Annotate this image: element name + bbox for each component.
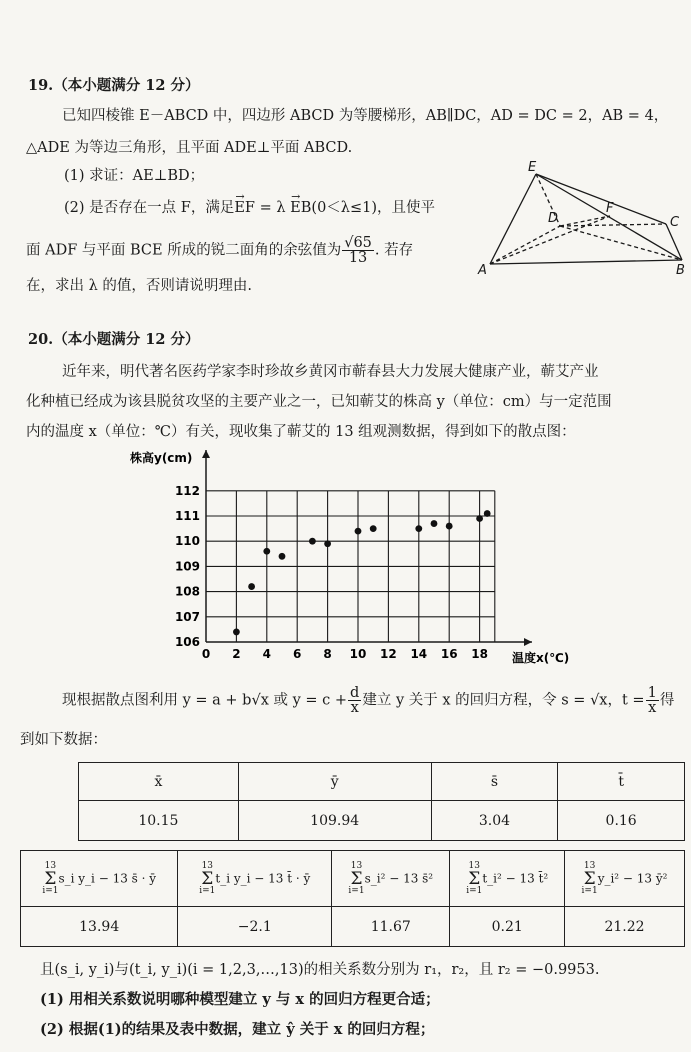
table1-value-xbar: 10.15 (79, 801, 239, 841)
sigma-symbol (199, 862, 215, 896)
y-tick-label: 107 (174, 609, 200, 624)
y-tick-label: 111 (174, 509, 200, 523)
q20-part2: (2) 根据(1)的结果及表中数据，建立 ŷ 关于 x 的回归方程； (40, 1021, 435, 1038)
fraction-numerator: 1 (647, 685, 657, 701)
vector-ef: → EF (234, 198, 255, 218)
q19-line2: △ADE 为等边三角形，且平面 ADE⊥平面 ABCD. (26, 140, 353, 156)
sigma-glyph: Σ (201, 868, 214, 889)
label-a: A (478, 263, 487, 278)
table1-header-xbar: x̄ (79, 763, 239, 801)
y-tick-label: 109 (174, 559, 200, 574)
table2-header-2 (178, 851, 332, 907)
edge-ab (490, 260, 682, 264)
sigma-glyph: Σ (468, 868, 481, 889)
q20-correlation-line: 且(s_i, y_i)与(t_i, y_i)(i = 1,2,3,…,13)的相关系数分别为 r₁，r₂，且 r₂ = −0.9953. (40, 962, 600, 978)
sigma-upper: 13 (44, 860, 57, 871)
y-axis-arrow (202, 450, 210, 458)
table2-value-4: 0.21 (450, 907, 565, 947)
scatter-point (309, 538, 316, 545)
scatter-point (355, 528, 362, 535)
scatter-point (415, 525, 422, 532)
x-tick-label: 0 (201, 647, 211, 661)
q19-part2-mid: = λ (254, 200, 291, 216)
scatter-point (324, 540, 331, 547)
x-tick-label: 14 (410, 647, 428, 661)
scatter-point (484, 510, 491, 517)
scatter-point (279, 553, 286, 560)
model-fraction-d-x (348, 686, 361, 715)
fraction-denominator: x (648, 700, 657, 716)
label-e: E (528, 160, 537, 175)
y-axis-label: 株高y(cm) (130, 451, 193, 465)
q20-part1: (1) 用相关系数说明哪种模型建立 y 与 x 的回归方程更合适； (40, 991, 440, 1008)
table2-value-5: 21.22 (565, 907, 685, 947)
q20-data-line: 到如下数据： (20, 732, 107, 748)
sum-expression: s_i² − 13 s̄² (364, 871, 434, 885)
x-tick-label: 10 (349, 647, 367, 661)
y-tick-label: 106 (174, 635, 200, 649)
sigma-symbol (466, 862, 482, 896)
scatter-point (370, 525, 377, 532)
sigma-lower: i=1 (42, 885, 59, 896)
q19-line5 (26, 236, 413, 265)
table1-header-sbar: s̄ (431, 763, 558, 801)
model-a: 现根据散点图利用 y = a + b√x 或 y = c + (62, 692, 348, 709)
q20-model-line (62, 686, 674, 715)
sigma-glyph: Σ (350, 868, 363, 889)
table2-header-4 (450, 851, 565, 907)
means-table (78, 762, 685, 841)
x-tick-label: 8 (323, 647, 332, 661)
q19-part1: (1) 求证：AE⊥BD； (64, 168, 205, 184)
sigma-glyph: Σ (583, 868, 596, 889)
fraction-numerator: d (350, 685, 360, 701)
pyramid-figure (470, 158, 691, 278)
label-c: C (670, 215, 680, 230)
edge-df (560, 216, 610, 226)
x-tick-label: 16 (440, 647, 458, 661)
edge-db (560, 226, 682, 260)
sigma-lower: i=1 (348, 885, 365, 896)
sigma-lower: i=1 (466, 885, 483, 896)
x-axis-label: 温度x(℃) (512, 651, 570, 665)
x-tick-label: 4 (262, 647, 271, 661)
q19-line1: 已知四棱锥 E－ABCD 中，四边形 ABCD 为等腰梯形，AB∥DC，AD = DC = 2，AB = 4， (62, 108, 669, 124)
q19-header: 19.（本小题满分 12 分） (28, 77, 200, 94)
scatter-point (263, 548, 270, 555)
sigma-upper: 13 (468, 860, 480, 871)
x-tick-label: 18 (471, 647, 488, 661)
q20-line3: 内的温度 x（单位：℃）有关，现收集了蕲艾的 13 组观测数据，得到如下的散点图： (26, 424, 576, 440)
scatter-point (431, 520, 438, 527)
model-c: 得 (659, 692, 675, 709)
table1-value-ybar: 109.94 (238, 801, 431, 841)
table1-value-tbar: 0.16 (558, 801, 685, 841)
table2-value-3: 11.67 (332, 907, 450, 947)
scatter-point (476, 515, 483, 522)
y-tick-label: 112 (174, 483, 200, 498)
sigma-symbol (348, 862, 364, 896)
scatter-point (248, 583, 255, 590)
sum-expression: t_i² − 13 t̄² (482, 871, 549, 885)
edge-dc (560, 224, 666, 226)
table2-header-3 (332, 851, 450, 907)
q19-part2-a: (2) 是否存在一点 F，满足 (64, 200, 235, 216)
scatter-point (233, 629, 240, 636)
sigma-upper: 13 (201, 860, 214, 871)
fraction-denominator: 13 (348, 250, 368, 266)
x-tick-label: 12 (380, 647, 397, 661)
sigma-upper: 13 (350, 860, 363, 871)
x-tick-label: 2 (232, 647, 241, 661)
fraction-numerator: √65 (344, 235, 372, 251)
sum-expression: t_i y_i − 13 t̄ · ȳ (215, 871, 311, 885)
sigma-symbol (42, 862, 58, 896)
x-tick-label: 6 (293, 647, 302, 661)
edge-ea (490, 174, 536, 264)
table1-header-tbar: t̄ (558, 763, 685, 801)
q20-header: 20.（本小题满分 12 分） (28, 331, 200, 348)
sigma-upper: 13 (583, 860, 596, 871)
model-fraction-1-x (646, 686, 659, 715)
q19-part2 (64, 198, 435, 218)
label-d: D (548, 211, 559, 226)
sum-expression: y_i² − 13 ȳ² (597, 871, 668, 885)
chart-grid (206, 491, 495, 642)
table2-header-5 (565, 851, 685, 907)
chart-ticks (175, 484, 488, 661)
q19-line6: 在，求出 λ 的值，否则请说明理由. (26, 278, 253, 294)
model-b: 建立 y 关于 x 的回归方程，令 s = √x，t = (362, 692, 645, 709)
sigma-lower: i=1 (199, 885, 216, 896)
q20-line2: 化种植已经成为该县脱贫攻坚的主要产业之一，已知蕲艾的株高 y（单位：cm）与一定范围 (26, 394, 612, 410)
y-tick-label: 110 (174, 534, 200, 549)
scatter-point (446, 523, 453, 530)
scatter-chart (120, 442, 600, 672)
q19-part2-b: (0＜λ≤1)，且使平 (311, 200, 436, 216)
table2-value-2: −2.1 (178, 907, 332, 947)
sum-expression: s_i y_i − 13 s̄ · ȳ (58, 871, 157, 885)
y-tick-label: 108 (174, 584, 200, 599)
label-f: F (606, 201, 614, 216)
table2-value-1: 13.94 (21, 907, 178, 947)
vector-eb: → EB (290, 198, 311, 218)
q20-line1: 近年来，明代著名医药学家李时珍故乡黄冈市蕲春县大力发展大健康产业，蕲艾产业 (62, 364, 599, 380)
table1-value-sbar: 3.04 (431, 801, 558, 841)
q19-line5-a: 面 ADF 与平面 BCE 所成的锐二面角的余弦值为 (26, 242, 342, 259)
table2-header-1 (21, 851, 178, 907)
table1-header-ybar: ȳ (238, 763, 431, 801)
sums-table (20, 850, 685, 947)
q19-line5-b: . 若存 (374, 242, 414, 259)
label-b: B (676, 263, 685, 278)
fraction-denominator: x (350, 700, 359, 716)
sigma-symbol (582, 862, 598, 896)
sigma-glyph: Σ (44, 868, 57, 889)
sigma-lower: i=1 (581, 885, 598, 896)
edge-ad (490, 226, 560, 264)
x-axis-arrow (524, 638, 532, 646)
cosine-fraction (342, 236, 374, 265)
